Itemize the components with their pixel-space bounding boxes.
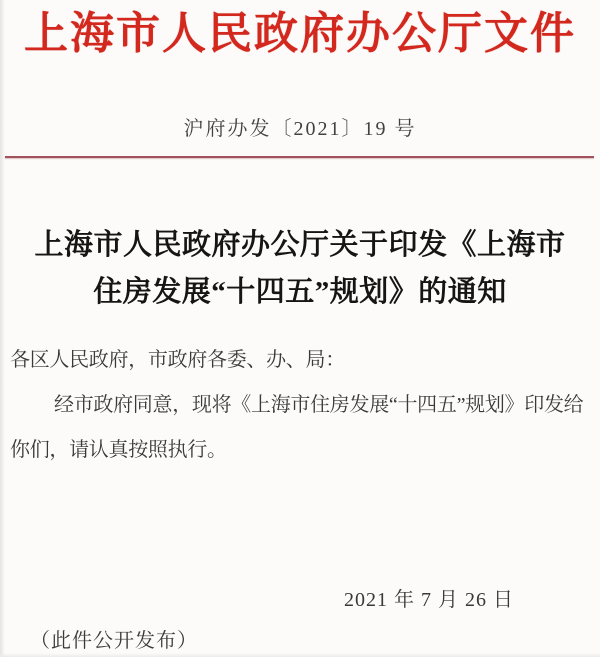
salutation-line: 各区人民政府，市政府各委、办、局： <box>10 349 345 371</box>
issuing-org-header: 上海市人民政府办公厅文件 <box>24 9 576 58</box>
issue-date: 2021 年 7 月 26 日 <box>344 589 514 611</box>
public-release-note: （此件公开发布） <box>30 630 198 652</box>
red-divider-rule <box>5 156 594 158</box>
body-paragraph-line-2: 你们，请认真按照执行。 <box>10 439 227 461</box>
document-title-line-1: 上海市人民政府办公厅关于印发《上海市 <box>34 229 566 261</box>
document-title-line-2: 住房发展“十四五”规划》的通知 <box>93 276 507 308</box>
document-title <box>0 222 600 316</box>
document-number: 沪府办发〔2021〕19 号 <box>183 118 417 140</box>
body-paragraph-line-1: 经市政府同意，现将《上海市住房发展“十四五”规划》印发给 <box>54 394 584 416</box>
document-body <box>10 338 592 473</box>
